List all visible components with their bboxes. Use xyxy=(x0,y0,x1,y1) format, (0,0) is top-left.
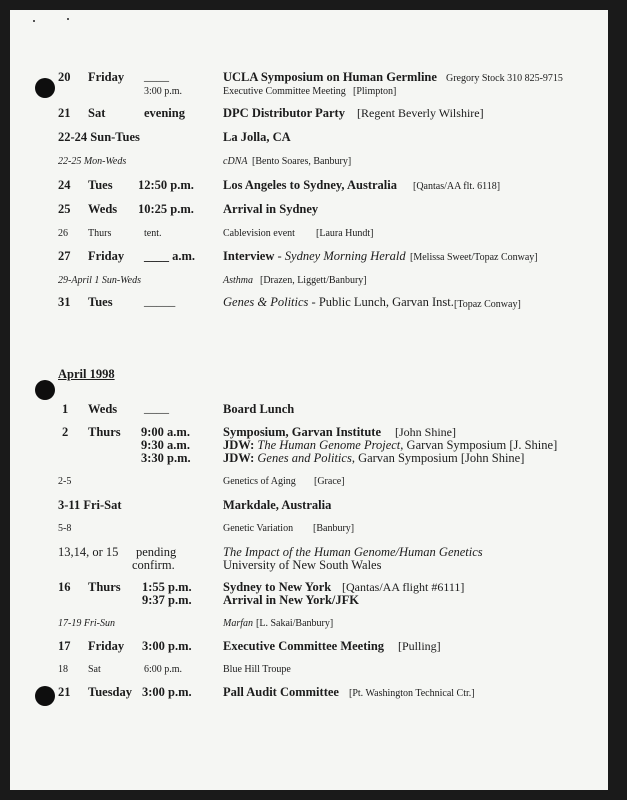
punch-hole xyxy=(35,78,55,98)
event-title: The Impact of the Human Genome/Human Genetics xyxy=(223,545,483,559)
event-title: DPC Distributor Party xyxy=(223,106,345,120)
weekday: Tues xyxy=(88,295,113,309)
event-title: Blue Hill Troupe xyxy=(223,664,291,675)
event-title: Asthma xyxy=(223,275,253,286)
date-range: 29-April 1 Sun-Weds xyxy=(58,275,141,286)
event-title: Genetic Variation xyxy=(223,523,294,534)
time-blank: ____ xyxy=(144,401,169,415)
sub-event: Executive Committee Meeting xyxy=(223,86,346,97)
weekday: Weds xyxy=(88,202,118,216)
weekday: Thurs xyxy=(88,228,112,239)
sub-event-note: [Plimpton] xyxy=(353,86,397,97)
scan-mark xyxy=(33,20,35,22)
event-time: 3:00 p.m. xyxy=(142,639,192,653)
event-title-rest: , Garvan Symposium [J. Shine] xyxy=(400,438,558,452)
document-page xyxy=(10,10,608,790)
scan-mark xyxy=(67,18,69,20)
event-title: Marfan xyxy=(223,618,253,629)
event-publication: Sydney Morning Herald xyxy=(284,249,406,263)
weekday: Tuesday xyxy=(88,685,133,699)
status: pending xyxy=(136,545,177,559)
date-range: 22-25 Mon-Weds xyxy=(58,156,127,167)
time-blank: _____ xyxy=(144,294,176,308)
event-time: 3:00 p.m. xyxy=(142,685,192,699)
event-note: [Qantas/AA flt. 6118] xyxy=(413,181,501,192)
event-title xyxy=(223,451,524,465)
day-number: 16 xyxy=(58,580,71,594)
event-title: cDNA xyxy=(223,156,248,167)
event-location: University of New South Wales xyxy=(223,558,382,572)
weekday: Sat xyxy=(88,106,106,120)
weekday: Friday xyxy=(88,639,125,653)
event-separator: - xyxy=(274,249,285,263)
event-time: 9:37 p.m. xyxy=(142,593,192,607)
date-range: 2-5 xyxy=(58,476,72,487)
event-contact: Gregory Stock 310 825-9715 xyxy=(446,73,563,84)
event-title: Executive Committee Meeting xyxy=(223,639,385,653)
event-label: JDW: xyxy=(223,438,255,452)
event-title: Pall Audit Committee xyxy=(223,685,339,699)
event-title: Symposium, Garvan Institute xyxy=(223,425,382,439)
event-title: Sydney to New York xyxy=(223,580,332,594)
date-range: 3-11 Fri-Sat xyxy=(58,498,122,512)
weekday: Thurs xyxy=(88,580,121,594)
event-time: 1:55 p.m. xyxy=(142,580,192,594)
weekday: Weds xyxy=(88,402,118,416)
event-time: evening xyxy=(144,106,185,120)
date-range: 17-19 Fri-Sun xyxy=(58,618,115,629)
weekday: Friday xyxy=(88,249,125,263)
weekday: Sat xyxy=(88,664,101,675)
day-number: 24 xyxy=(58,178,71,192)
event-title xyxy=(223,438,557,452)
punch-hole xyxy=(35,686,55,706)
event-title-rest: - Public Lunch, Garvan Inst. xyxy=(308,295,454,309)
time-blank: ____ xyxy=(144,69,169,83)
day-number: 17 xyxy=(58,639,71,653)
day-number: 2 xyxy=(62,425,69,439)
event-title: Cablevision event xyxy=(223,228,295,239)
event-label: JDW: xyxy=(223,451,255,465)
event-note: [Banbury] xyxy=(313,523,355,534)
event-title: Arrival in New York/JFK xyxy=(223,593,359,607)
event-time: 12:50 p.m. xyxy=(138,178,194,192)
punch-hole xyxy=(35,380,55,400)
month-heading: April 1998 xyxy=(58,367,115,381)
event-title: La Jolla, CA xyxy=(223,130,291,144)
day-number: 20 xyxy=(58,70,71,84)
weekday: Friday xyxy=(88,70,125,84)
event-talk-title: Genes and Politics xyxy=(257,451,352,465)
event-note: [Regent Beverly Wilshire] xyxy=(357,106,484,120)
event-title: Los Angeles to Sydney, Australia xyxy=(223,178,397,192)
event-time: 9:30 a.m. xyxy=(141,438,190,452)
event-note: [L. Sakai/Banbury] xyxy=(256,618,334,629)
event-note: [Pulling] xyxy=(398,639,441,653)
date-range: 22-24 Sun-Tues xyxy=(58,130,140,144)
event-time: 9:00 a.m. xyxy=(141,425,190,439)
event-title xyxy=(223,249,406,263)
day-number: 18 xyxy=(58,664,68,675)
event-note: [Melissa Sweet/Topaz Conway] xyxy=(410,252,538,263)
event-title-italic: Genes & Politics xyxy=(223,295,309,309)
event-note: [Laura Hundt] xyxy=(316,228,374,239)
event-time: ____ a.m. xyxy=(144,249,196,263)
event-note: [Grace] xyxy=(314,476,345,487)
event-talk-title: The Human Genome Project xyxy=(257,438,401,452)
sub-time: 3:00 p.m. xyxy=(144,86,183,97)
event-time: 6:00 p.m. xyxy=(144,664,183,675)
event-title xyxy=(223,295,454,309)
day-number: 26 xyxy=(58,228,68,239)
event-note: [Topaz Conway] xyxy=(454,299,521,310)
date-range: 5-8 xyxy=(58,523,72,534)
event-note: [Qantas/AA flight #6111] xyxy=(342,580,465,594)
event-title: Board Lunch xyxy=(223,402,295,416)
event-title: Arrival in Sydney xyxy=(223,202,319,216)
date-range: 13,14, or 15 xyxy=(58,545,119,559)
day-number: 21 xyxy=(58,106,71,120)
status-line-2: confirm. xyxy=(132,558,175,572)
day-number: 21 xyxy=(58,685,71,699)
event-label: Interview xyxy=(223,249,275,263)
day-number: 27 xyxy=(58,249,71,263)
weekday: Tues xyxy=(88,178,113,192)
event-title: Markdale, Australia xyxy=(223,498,332,512)
event-note: [Drazen, Liggett/Banbury] xyxy=(260,275,367,286)
event-title: Genetics of Aging xyxy=(223,476,296,487)
day-number: 25 xyxy=(58,202,71,216)
event-note: [Bento Soares, Banbury] xyxy=(252,156,352,167)
day-number: 31 xyxy=(58,295,71,309)
event-note: [Pt. Washington Technical Ctr.] xyxy=(349,688,475,699)
event-time: 3:30 p.m. xyxy=(141,451,191,465)
day-number: 1 xyxy=(62,402,69,416)
event-title-rest: , Garvan Symposium [John Shine] xyxy=(351,451,525,465)
event-time: tent. xyxy=(144,228,162,239)
weekday: Thurs xyxy=(88,425,121,439)
event-note: [John Shine] xyxy=(395,425,456,439)
event-title: UCLA Symposium on Human Germline xyxy=(223,70,437,84)
event-time: 10:25 p.m. xyxy=(138,202,194,216)
